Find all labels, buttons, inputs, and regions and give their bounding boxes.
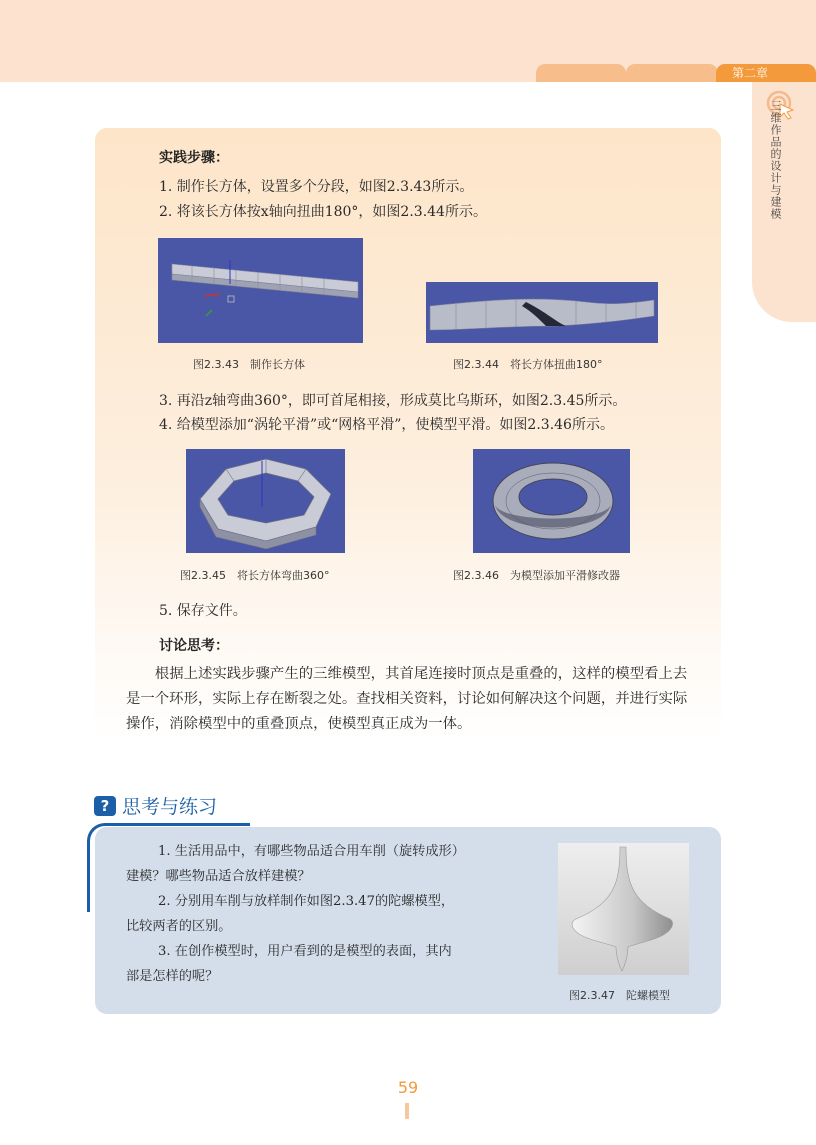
question-1-line-1: 1. 生活用品中，有哪些物品适合用车削（旋转成形） [158, 844, 465, 859]
question-3-line-2: 部是怎样的呢？ [126, 969, 219, 984]
chapter-tab: 第二章 [716, 64, 816, 82]
exercise-title-row [94, 792, 217, 816]
figure-caption-2-3-45: 图2.3.45 将长方体弯曲360° [180, 569, 330, 582]
figure-smoothed-torus [473, 449, 630, 553]
figure-spinning-top [558, 843, 689, 975]
figure-caption-2-3-43: 图2.3.43 制作长方体 [193, 358, 305, 371]
spinning-top-image [558, 843, 689, 975]
figure-caption-2-3-46: 图2.3.46 为模型添加平滑修改器 [453, 569, 620, 582]
twisted-box-image [426, 282, 658, 343]
question-icon: ? [94, 796, 116, 816]
figure-box-render [158, 238, 363, 343]
figure-mobius-ring [186, 449, 345, 553]
step-5: 5. 保存文件。 [159, 603, 247, 619]
step-3: 3. 再沿z轴弯曲360°，即可首尾相接，形成莫比乌斯环，如图2.3.45所示。 [159, 393, 627, 409]
chapter-sidebar [752, 82, 816, 322]
question-2-line-1: 2. 分别用车削与放样制作如图2.3.47的陀螺模型， [158, 894, 455, 909]
practice-heading: 实践步骤： [159, 150, 229, 166]
figure-twisted-box [426, 282, 658, 343]
discuss-paragraph: 根据上述实践步骤产生的三维模型，其首尾连接时顶点是重叠的，这样的模型看上去是一个环形，实际上存在断裂之处。查找相关资料，讨论如何解决这个问题，并进行实际操作，消除模型中的重叠顶点，使模型真正成为一体。 [126, 666, 688, 732]
question-3-line-1: 3. 在创作模型时，用户看到的是模型的表面，其内 [158, 944, 452, 959]
page-number: 59 [397, 1078, 419, 1097]
discuss-heading: 讨论思考： [159, 638, 229, 654]
box-model-image [158, 238, 363, 343]
mobius-ring-image [186, 449, 345, 553]
header-tab-blank-1 [536, 64, 626, 82]
question-1-line-2: 建模？哪些物品适合放样建模？ [126, 869, 311, 884]
figure-caption-2-3-47: 图2.3.47 陀螺模型 [569, 989, 670, 1002]
chapter-title-vertical: 三维作品的设计与建模 [769, 100, 782, 220]
page-number-tick [405, 1103, 409, 1119]
header-tab-blank-2 [626, 64, 718, 82]
step-2: 2. 将该长方体按x轴向扭曲180°，如图2.3.44所示。 [159, 204, 487, 220]
smoothed-torus-image [473, 449, 630, 553]
exercise-title: 思考与练习 [122, 796, 218, 818]
step-4: 4. 给模型添加“涡轮平滑”或“网格平滑”，使模型平滑。如图2.3.46所示。 [159, 417, 614, 433]
step-1: 1. 制作长方体，设置多个分段，如图2.3.43所示。 [159, 179, 474, 195]
question-2-line-2: 比较两者的区别。 [126, 919, 232, 934]
figure-caption-2-3-44: 图2.3.44 将长方体扭曲180° [453, 358, 603, 371]
